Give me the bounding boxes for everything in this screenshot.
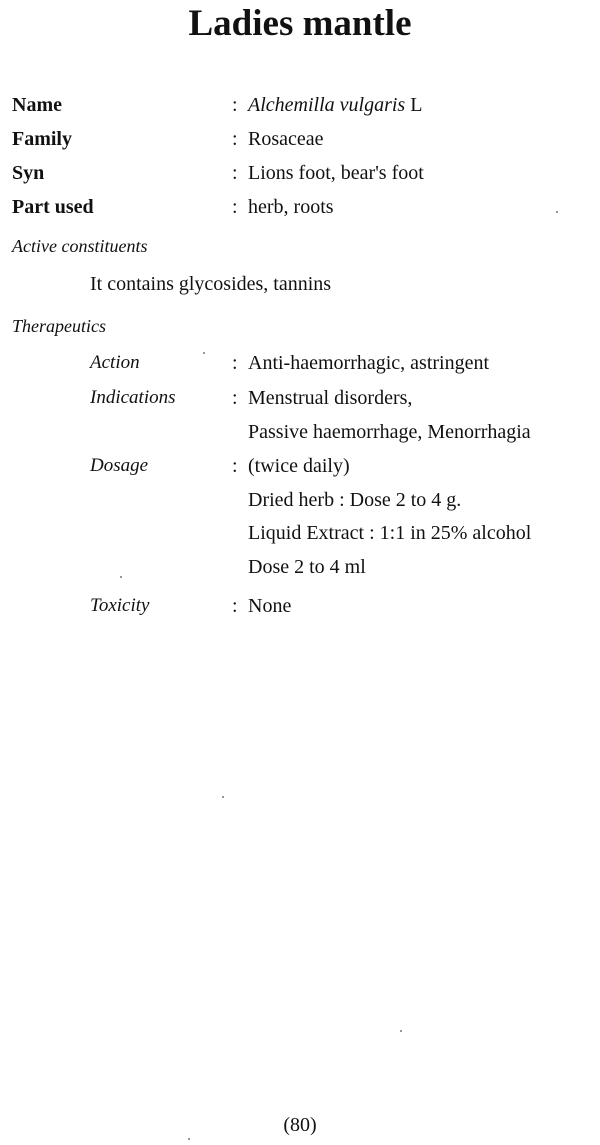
part-used-value: herb, roots — [248, 196, 334, 218]
indications-text-1: Menstrual disorders, — [248, 387, 413, 409]
field-label-syn: Syn — [12, 162, 45, 184]
action-label: Action — [90, 352, 140, 373]
active-constituents-heading: Active constituents — [12, 236, 148, 256]
field-label-family: Family — [12, 128, 72, 150]
syn-value: Lions foot, bear's foot — [248, 162, 424, 184]
colon: : — [232, 595, 238, 617]
name-author: L — [405, 94, 423, 116]
scan-speck — [556, 211, 558, 213]
colon: : — [232, 162, 238, 184]
field-value-family — [232, 126, 324, 152]
field-value-syn — [232, 160, 424, 186]
scan-speck — [222, 796, 224, 798]
scan-speck — [188, 1138, 190, 1140]
active-constituents-text: It contains glycosides, tannins — [90, 273, 332, 295]
indications-line-1 — [232, 385, 412, 411]
family-value: Rosaceae — [248, 128, 324, 150]
dosage-line-2: Dried herb : Dose 2 to 4 g. — [248, 489, 462, 511]
scan-speck — [120, 576, 122, 578]
colon: : — [232, 128, 238, 150]
field-value-name — [232, 92, 422, 118]
colon: : — [232, 196, 238, 218]
page-number: (80) — [283, 1114, 317, 1136]
field-label-name: Name — [12, 94, 62, 116]
dosage-line-3: Liquid Extract : 1:1 in 25% alcohol — [248, 522, 532, 544]
toxicity-value — [232, 593, 291, 619]
dosage-text-1: (twice daily) — [248, 455, 350, 477]
colon: : — [232, 455, 238, 477]
toxicity-label: Toxicity — [90, 595, 150, 616]
page-title: Ladies mantle — [188, 3, 412, 44]
dosage-line-1 — [232, 453, 350, 479]
scan-speck — [400, 1030, 402, 1032]
therapeutics-heading: Therapeutics — [12, 316, 106, 336]
scan-speck — [203, 352, 205, 354]
colon: : — [232, 94, 238, 116]
name-botanical: Alchemilla vulgaris — [248, 94, 406, 116]
indications-line-2: Passive haemorrhage, Menorrhagia — [248, 421, 531, 443]
field-value-part-used — [232, 194, 334, 220]
indications-label: Indications — [90, 387, 176, 408]
dosage-label: Dosage — [90, 455, 149, 476]
action-text: Anti-haemorrhagic, astringent — [248, 352, 490, 374]
colon: : — [232, 352, 238, 374]
dosage-line-4: Dose 2 to 4 ml — [248, 556, 366, 578]
colon: : — [232, 387, 238, 409]
action-value — [232, 350, 489, 376]
toxicity-text: None — [248, 595, 292, 617]
field-label-part-used: Part used — [12, 196, 94, 218]
